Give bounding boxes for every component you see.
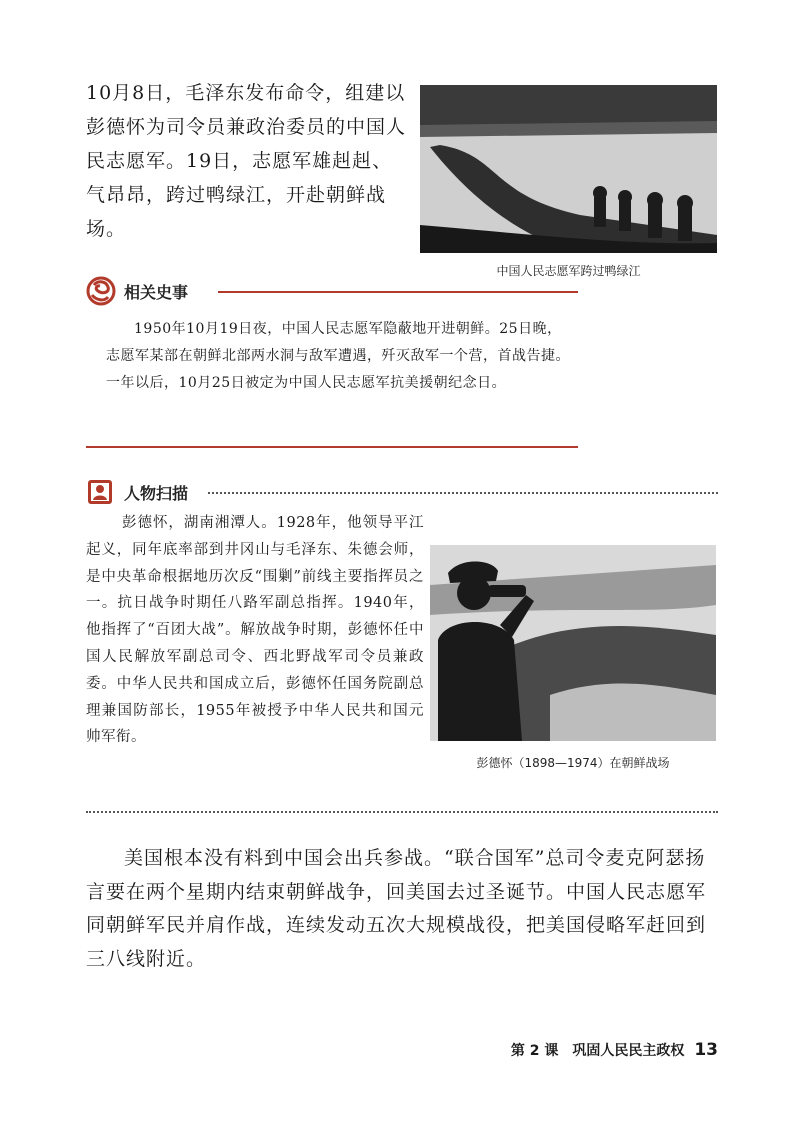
page-footer	[500, 1040, 718, 1060]
person-profile-text: 彭德怀，湖南湘潭人。1928年，他领导平江起义，同年底率部到井冈山与毛泽东、朱德会师，是中央革命根据地历次反“围剿”前线主要指挥员之一。抗日战争时期任八路军副总指挥。1940年，他指挥了“百团大战”。解放战争时期，彭德怀任中国人民解放军副总司令、西北野战军司令员兼政委。中华人民共和国成立后，彭德怀任国务院副总理兼国防部长，1955年被授予中华人民共和国元帅军衔。	[86, 515, 424, 746]
person-profile-icon	[86, 478, 114, 506]
page-number: 13	[694, 1040, 718, 1060]
peng-dehuai-caption: 彭德怀（1898—1974）在朝鲜战场	[476, 756, 670, 770]
peng-dehuai-photo	[430, 545, 716, 741]
person-profile-title: 人物扫描	[124, 484, 189, 503]
person-profile-bottom-rule	[86, 811, 718, 813]
related-history-divider	[218, 291, 578, 293]
yalu-crossing-photo	[420, 85, 717, 253]
intro-paragraph: 10月8日，毛泽东发布命令，组建以彭德怀为司令员兼政治委员的中国人民志愿军。19日，志愿军雄赳赳、气昂昂，跨过鸭绿江，开赴朝鲜战场。	[86, 82, 407, 240]
lesson-title: 第 2 课 巩固人民民主政权	[510, 1043, 685, 1059]
related-history-text: 1950年10月19日夜，中国人民志愿军隐蔽地开进朝鲜。25日晚，志愿军某部在朝鲜北部两水洞与敌军遭遇，歼灭敌军一个营，首战告捷。一年以后，10月25日被定为中国人民志愿军抗美援朝纪念日。	[106, 321, 570, 391]
related-history-bottom-rule	[86, 446, 578, 448]
yalu-crossing-caption: 中国人民志愿军跨过鸭绿江	[496, 264, 641, 278]
related-history-title: 相关史事	[124, 283, 189, 302]
person-profile-divider	[208, 492, 718, 494]
closing-paragraph: 美国根本没有料到中国会出兵参战。“联合国军”总司令麦克阿瑟扬言要在两个星期内结束朝鲜战争，回美国去过圣诞节。中国人民志愿军同朝鲜军民并肩作战，连续发动五次大规模战役，把美国侵略军赶回到三八线附近。	[86, 847, 707, 970]
related-history-icon	[86, 276, 116, 306]
